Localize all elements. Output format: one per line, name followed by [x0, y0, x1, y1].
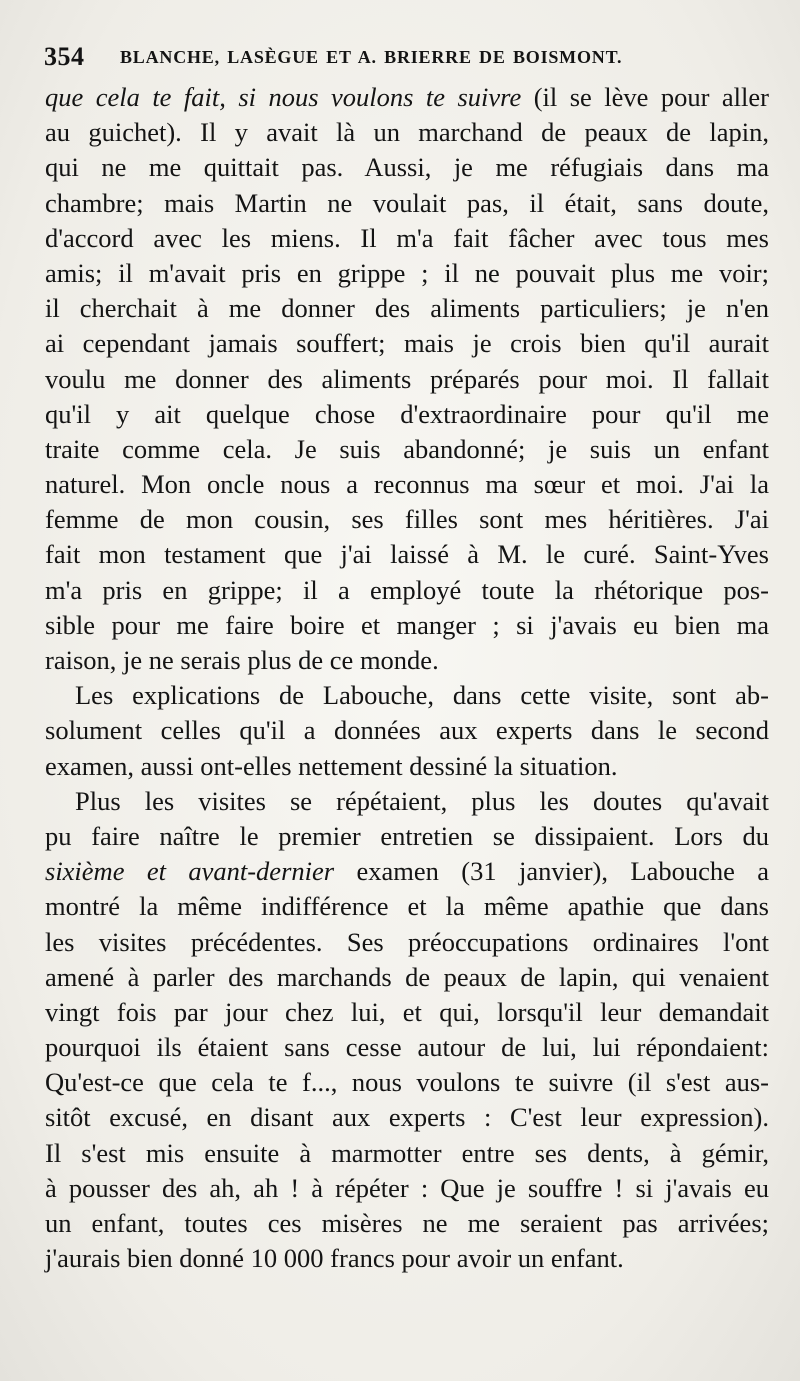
line-text: au guichet). Il y avait là un marchand de peaux de lapin,: [45, 117, 769, 148]
text-line: [45, 150, 769, 185]
text-line: [45, 643, 769, 678]
line-text: j'aurais bien donné 10 000 francs pour avoir un enfant.: [45, 1243, 624, 1274]
page-header: [44, 42, 764, 76]
text-line: [45, 432, 769, 467]
line-text: un enfant, toutes ces misères ne me seraient pas arrivées;: [45, 1208, 769, 1238]
line-text: chambre; mais Martin ne voulait pas, il était, sans doute,: [45, 187, 769, 218]
line-text: raison, je ne serais plus de ce monde.: [45, 645, 439, 675]
text-line: [45, 713, 769, 748]
line-text: ai cependant jamais souffert; mais je crois bien qu'il aurait: [45, 328, 769, 359]
line-text: d'accord avec les miens. Il m'a fait fâcher avec tous mes: [45, 222, 769, 253]
line-text: pourquoi ils étaient sans cesse autour de lui, lui répondaient:: [45, 1032, 769, 1063]
text-line: [45, 80, 769, 115]
text-line: [45, 467, 769, 502]
line-text: qu'il y ait quelque chose d'extraordinaire pour qu'il me: [45, 398, 769, 429]
text-line: [45, 362, 769, 397]
line-text: solument celles qu'il a données aux experts dans le second: [45, 715, 769, 746]
text-line: [45, 1206, 769, 1241]
line-text: Qu'est-ce que cela te f..., nous voulons te suivre (il s'est aus-: [45, 1067, 769, 1098]
line-text: examen, aussi ont-elles nettement dessiné la situation.: [45, 750, 618, 781]
body-text: [45, 80, 769, 1276]
text-line: [45, 221, 769, 256]
line-text: traite comme cela. Je suis abandonné; je suis un enfant: [45, 433, 769, 464]
text-line: [45, 326, 769, 361]
text-line: [45, 256, 769, 291]
text-line: [45, 1065, 769, 1100]
text-line: [45, 1241, 769, 1276]
text-line: [45, 502, 769, 537]
text-line: [45, 186, 769, 221]
line-text: amis; il m'avait pris en grippe ; il ne pouvait plus me voir;: [45, 257, 769, 288]
line-text: (il se lève pour aller: [521, 82, 769, 112]
line-text: fait mon testament que j'ai laissé à M. le curé. Saint-Yves: [45, 539, 769, 570]
line-text: les visites précédentes. Ses préoccupations ordinaires l'ont: [45, 926, 769, 957]
line-text: examen (31 janvier), Labouche a: [334, 856, 770, 887]
line-text: femme de mon cousin, ses filles sont mes héritières. J'ai: [45, 504, 769, 535]
text-line: [45, 854, 769, 889]
text-line: [45, 573, 769, 608]
text-line: [45, 819, 769, 854]
running-head: BLANCHE, LASÈGUE ET A. BRIERRE DE BOISMONT.: [120, 47, 623, 67]
line-text: naturel. Mon oncle nous a reconnus ma sœur et moi. J'ai la: [45, 469, 769, 500]
line-text: sitôt excusé, en disant aux experts : C'est leur expression).: [45, 1102, 769, 1133]
line-text: il cherchait à me donner des aliments particuliers; je n'en: [45, 293, 769, 324]
text-line: [45, 291, 769, 326]
line-text: qui ne me quittait pas. Aussi, je me réfugiais dans ma: [45, 152, 769, 183]
line-text: vingt fois par jour chez lui, et qui, lorsqu'il leur demandait: [45, 996, 769, 1027]
text-line: [45, 1100, 769, 1135]
text-line: [45, 1030, 769, 1065]
line-text: pu faire naître le premier entretien se dissipaient. Lors du: [45, 820, 769, 851]
text-line: [45, 115, 769, 150]
text-line: [45, 960, 769, 995]
italic-text: que cela te fait, si nous voulons te suivre: [45, 82, 522, 112]
line-text: à pousser des ah, ah ! à répéter : Que je souffre ! si j'avais eu: [45, 1172, 769, 1203]
text-line: [45, 749, 769, 784]
line-text: voulu me donner des aliments préparés pour moi. Il fallait: [45, 363, 769, 394]
line-text: Les explications de Labouche, dans cette visite, sont ab-: [75, 680, 769, 711]
line-text: sible pour me faire boire et manger ; si j'avais eu bien ma: [45, 609, 769, 640]
page-number: 354: [44, 42, 85, 71]
text-line: [45, 608, 769, 643]
text-line: [45, 1136, 769, 1171]
line-text: Plus les visites se répétaient, plus les doutes qu'avait: [75, 785, 769, 816]
text-line: [45, 678, 769, 713]
italic-text: sixième et avant-dernier: [45, 856, 335, 887]
text-line: [45, 397, 769, 432]
text-line: [45, 889, 769, 924]
text-line: [45, 925, 769, 960]
line-text: Il s'est mis ensuite à marmotter entre ses dents, à gémir,: [45, 1137, 769, 1168]
line-text: m'a pris en grippe; il a employé toute la rhétorique pos-: [45, 574, 769, 605]
line-text: montré la même indifférence et la même apathie que dans: [45, 891, 769, 922]
line-text: amené à parler des marchands de peaux de lapin, qui venaient: [45, 961, 769, 992]
text-line: [45, 995, 769, 1030]
text-line: [45, 784, 769, 819]
text-line: [45, 1171, 769, 1206]
text-line: [45, 537, 769, 572]
